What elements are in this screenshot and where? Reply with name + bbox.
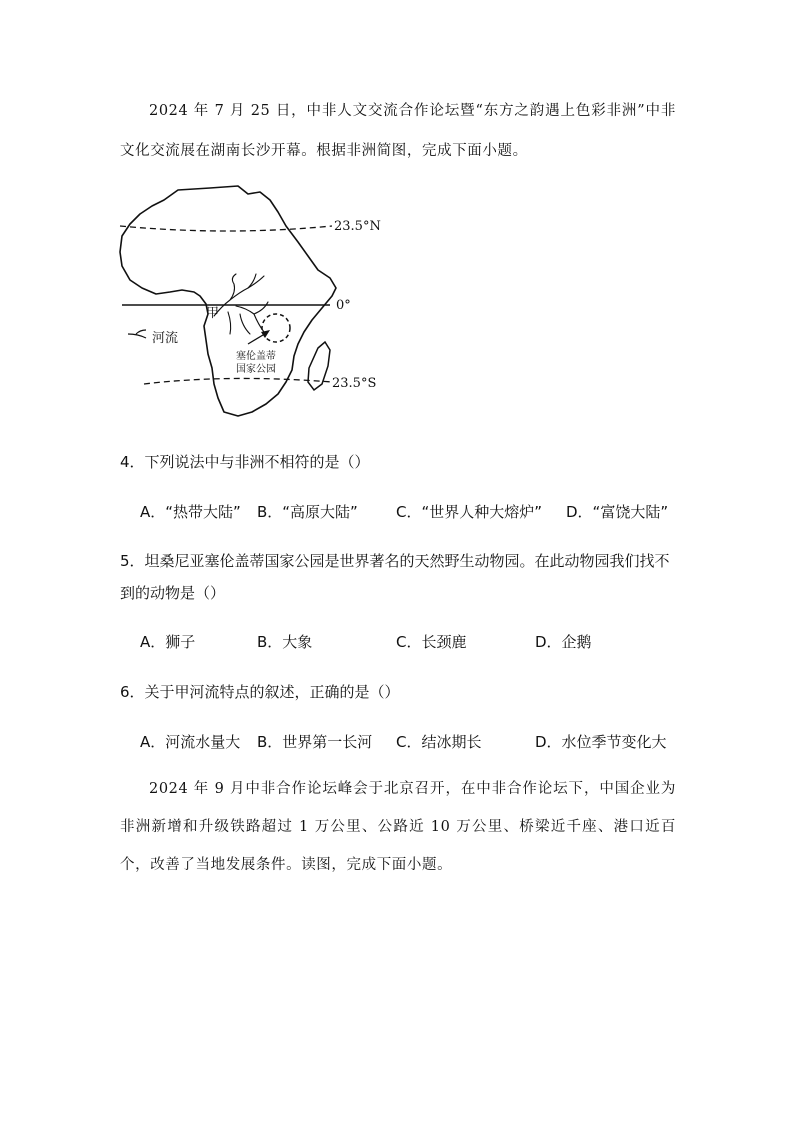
- river-label-jia: 甲: [206, 306, 220, 321]
- park-label-line1: 塞伦盖蒂: [236, 351, 276, 362]
- q5-option-c[interactable]: C．长颈鹿: [396, 633, 467, 651]
- africa-map: [118, 184, 388, 422]
- label-equator: 0°: [336, 298, 351, 313]
- intro-paragraph-2: 2024 年 9 月中非合作论坛峰会于北京召开，在中非合作论坛下，中国企业为非洲新增和升级铁路超过 1 万公里、公路近 10 万公里、桥梁近千座、港口近百个，改善了当地发展条件。读图，完成下面小题。: [120, 781, 676, 873]
- arrowhead-icon: [261, 330, 270, 338]
- question-5: 5．坦桑尼亚塞伦盖蒂国家公园是世界著名的天然野生动物园。在此动物园我们找不到的动物是（）: [120, 552, 670, 602]
- q4-option-b[interactable]: B．“高原大陆”: [257, 503, 358, 521]
- label-23-5-n: 23.5°N: [334, 219, 381, 234]
- river-legend-icon: [128, 330, 146, 338]
- park-label-line2: 国家公园: [236, 364, 276, 375]
- tropic-of-capricorn-line: [144, 378, 332, 384]
- congo-river: [214, 274, 268, 334]
- q6-option-d[interactable]: D．水位季节变化大: [535, 733, 667, 751]
- serengeti-park-circle: [262, 314, 290, 342]
- legend-river-label: 河流: [152, 331, 179, 346]
- tropic-of-cancer-line: [120, 226, 332, 231]
- madagascar-island: [308, 342, 330, 390]
- q5-option-d[interactable]: D．企鹅: [535, 633, 592, 651]
- q5-option-b[interactable]: B．大象: [257, 633, 313, 651]
- q6-option-a[interactable]: A．河流水量大: [140, 733, 241, 751]
- label-23-5-s: 23.5°S: [332, 376, 377, 391]
- intro-paragraph-1: 2024 年 7 月 25 日，中非人文交流合作论坛暨“东方之韵遇上色彩非洲”中非文化交流展在湖南长沙开幕。根据非洲简图，完成下面小题。: [120, 103, 676, 159]
- question-5-options: [120, 627, 680, 657]
- question-6: 6．关于甲河流特点的叙述，正确的是（）: [120, 683, 400, 701]
- q6-option-c[interactable]: C．结冰期长: [396, 733, 482, 751]
- question-4: 4．下列说法中与非洲不相符的是（）: [120, 453, 370, 471]
- q5-option-a[interactable]: A．狮子: [140, 633, 196, 651]
- q6-option-b[interactable]: B．世界第一长河: [257, 733, 373, 751]
- question-6-options: [120, 727, 680, 757]
- q4-option-a[interactable]: A．“热带大陆”: [140, 503, 241, 521]
- question-4-options: [120, 497, 680, 527]
- q4-option-c[interactable]: C．“世界人种大熔炉”: [396, 503, 543, 521]
- q4-option-d[interactable]: D．“富饶大陆”: [566, 503, 669, 521]
